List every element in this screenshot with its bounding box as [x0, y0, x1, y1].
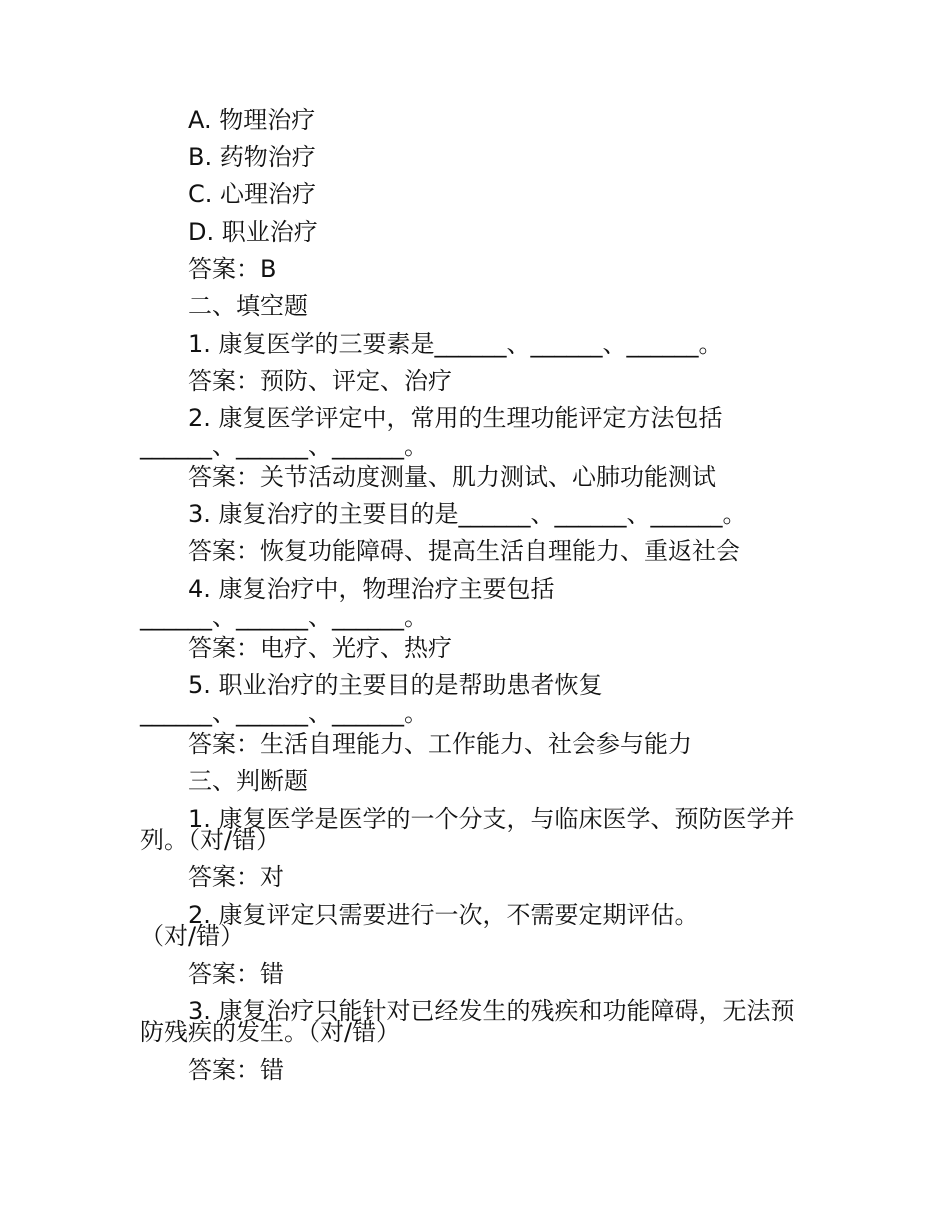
tf-question-1-line2: 列。（对/错） — [140, 826, 281, 854]
fill-answer-1: 答案：预防、评定、治疗 — [188, 367, 452, 395]
tf-question-3-line1: 3. 康复治疗只能针对已经发生的残疾和功能障碍，无法预 — [188, 997, 795, 1025]
section-heading-true-false: 三、判断题 — [188, 767, 308, 795]
tf-question-2-line2: （对/错） — [140, 922, 245, 950]
option-d: D. 职业治疗 — [188, 218, 318, 246]
tf-question-1-line1: 1. 康复医学是医学的一个分支，与临床医学、预防医学并 — [188, 805, 795, 833]
fill-question-4-blanks: ______、______、______。 — [140, 603, 428, 631]
fill-question-4: 4. 康复治疗中，物理治疗主要包括 — [188, 575, 555, 603]
tf-answer-3: 答案：错 — [188, 1056, 284, 1084]
fill-question-3: 3. 康复治疗的主要目的是______、______、______。 — [188, 500, 747, 528]
tf-question-3-line2: 防残疾的发生。（对/错） — [140, 1018, 401, 1046]
tf-question-2-line1: 2. 康复评定只需要进行一次，不需要定期评估。 — [188, 901, 699, 929]
fill-answer-3: 答案：恢复功能障碍、提高生活自理能力、重返社会 — [188, 537, 740, 565]
fill-question-5-blanks: ______、______、______。 — [140, 699, 428, 727]
fill-question-2-blanks: ______、______、______。 — [140, 432, 428, 460]
fill-answer-2: 答案：关节活动度测量、肌力测试、心肺功能测试 — [188, 463, 716, 491]
fill-answer-4: 答案：电疗、光疗、热疗 — [188, 634, 452, 662]
fill-question-5: 5. 职业治疗的主要目的是帮助患者恢复 — [188, 671, 603, 699]
mc-answer: 答案：B — [188, 255, 277, 283]
tf-answer-1: 答案：对 — [188, 863, 284, 891]
option-c: C. 心理治疗 — [188, 180, 317, 208]
fill-question-2: 2. 康复医学评定中，常用的生理功能评定方法包括 — [188, 404, 723, 432]
option-a: A. 物理治疗 — [188, 106, 316, 134]
tf-answer-2: 答案：错 — [188, 960, 284, 988]
fill-answer-5: 答案：生活自理能力、工作能力、社会参与能力 — [188, 730, 692, 758]
option-b: B. 药物治疗 — [188, 143, 316, 171]
fill-question-1: 1. 康复医学的三要素是______、______、______。 — [188, 330, 723, 358]
section-heading-fill-blank: 二、填空题 — [188, 292, 308, 320]
